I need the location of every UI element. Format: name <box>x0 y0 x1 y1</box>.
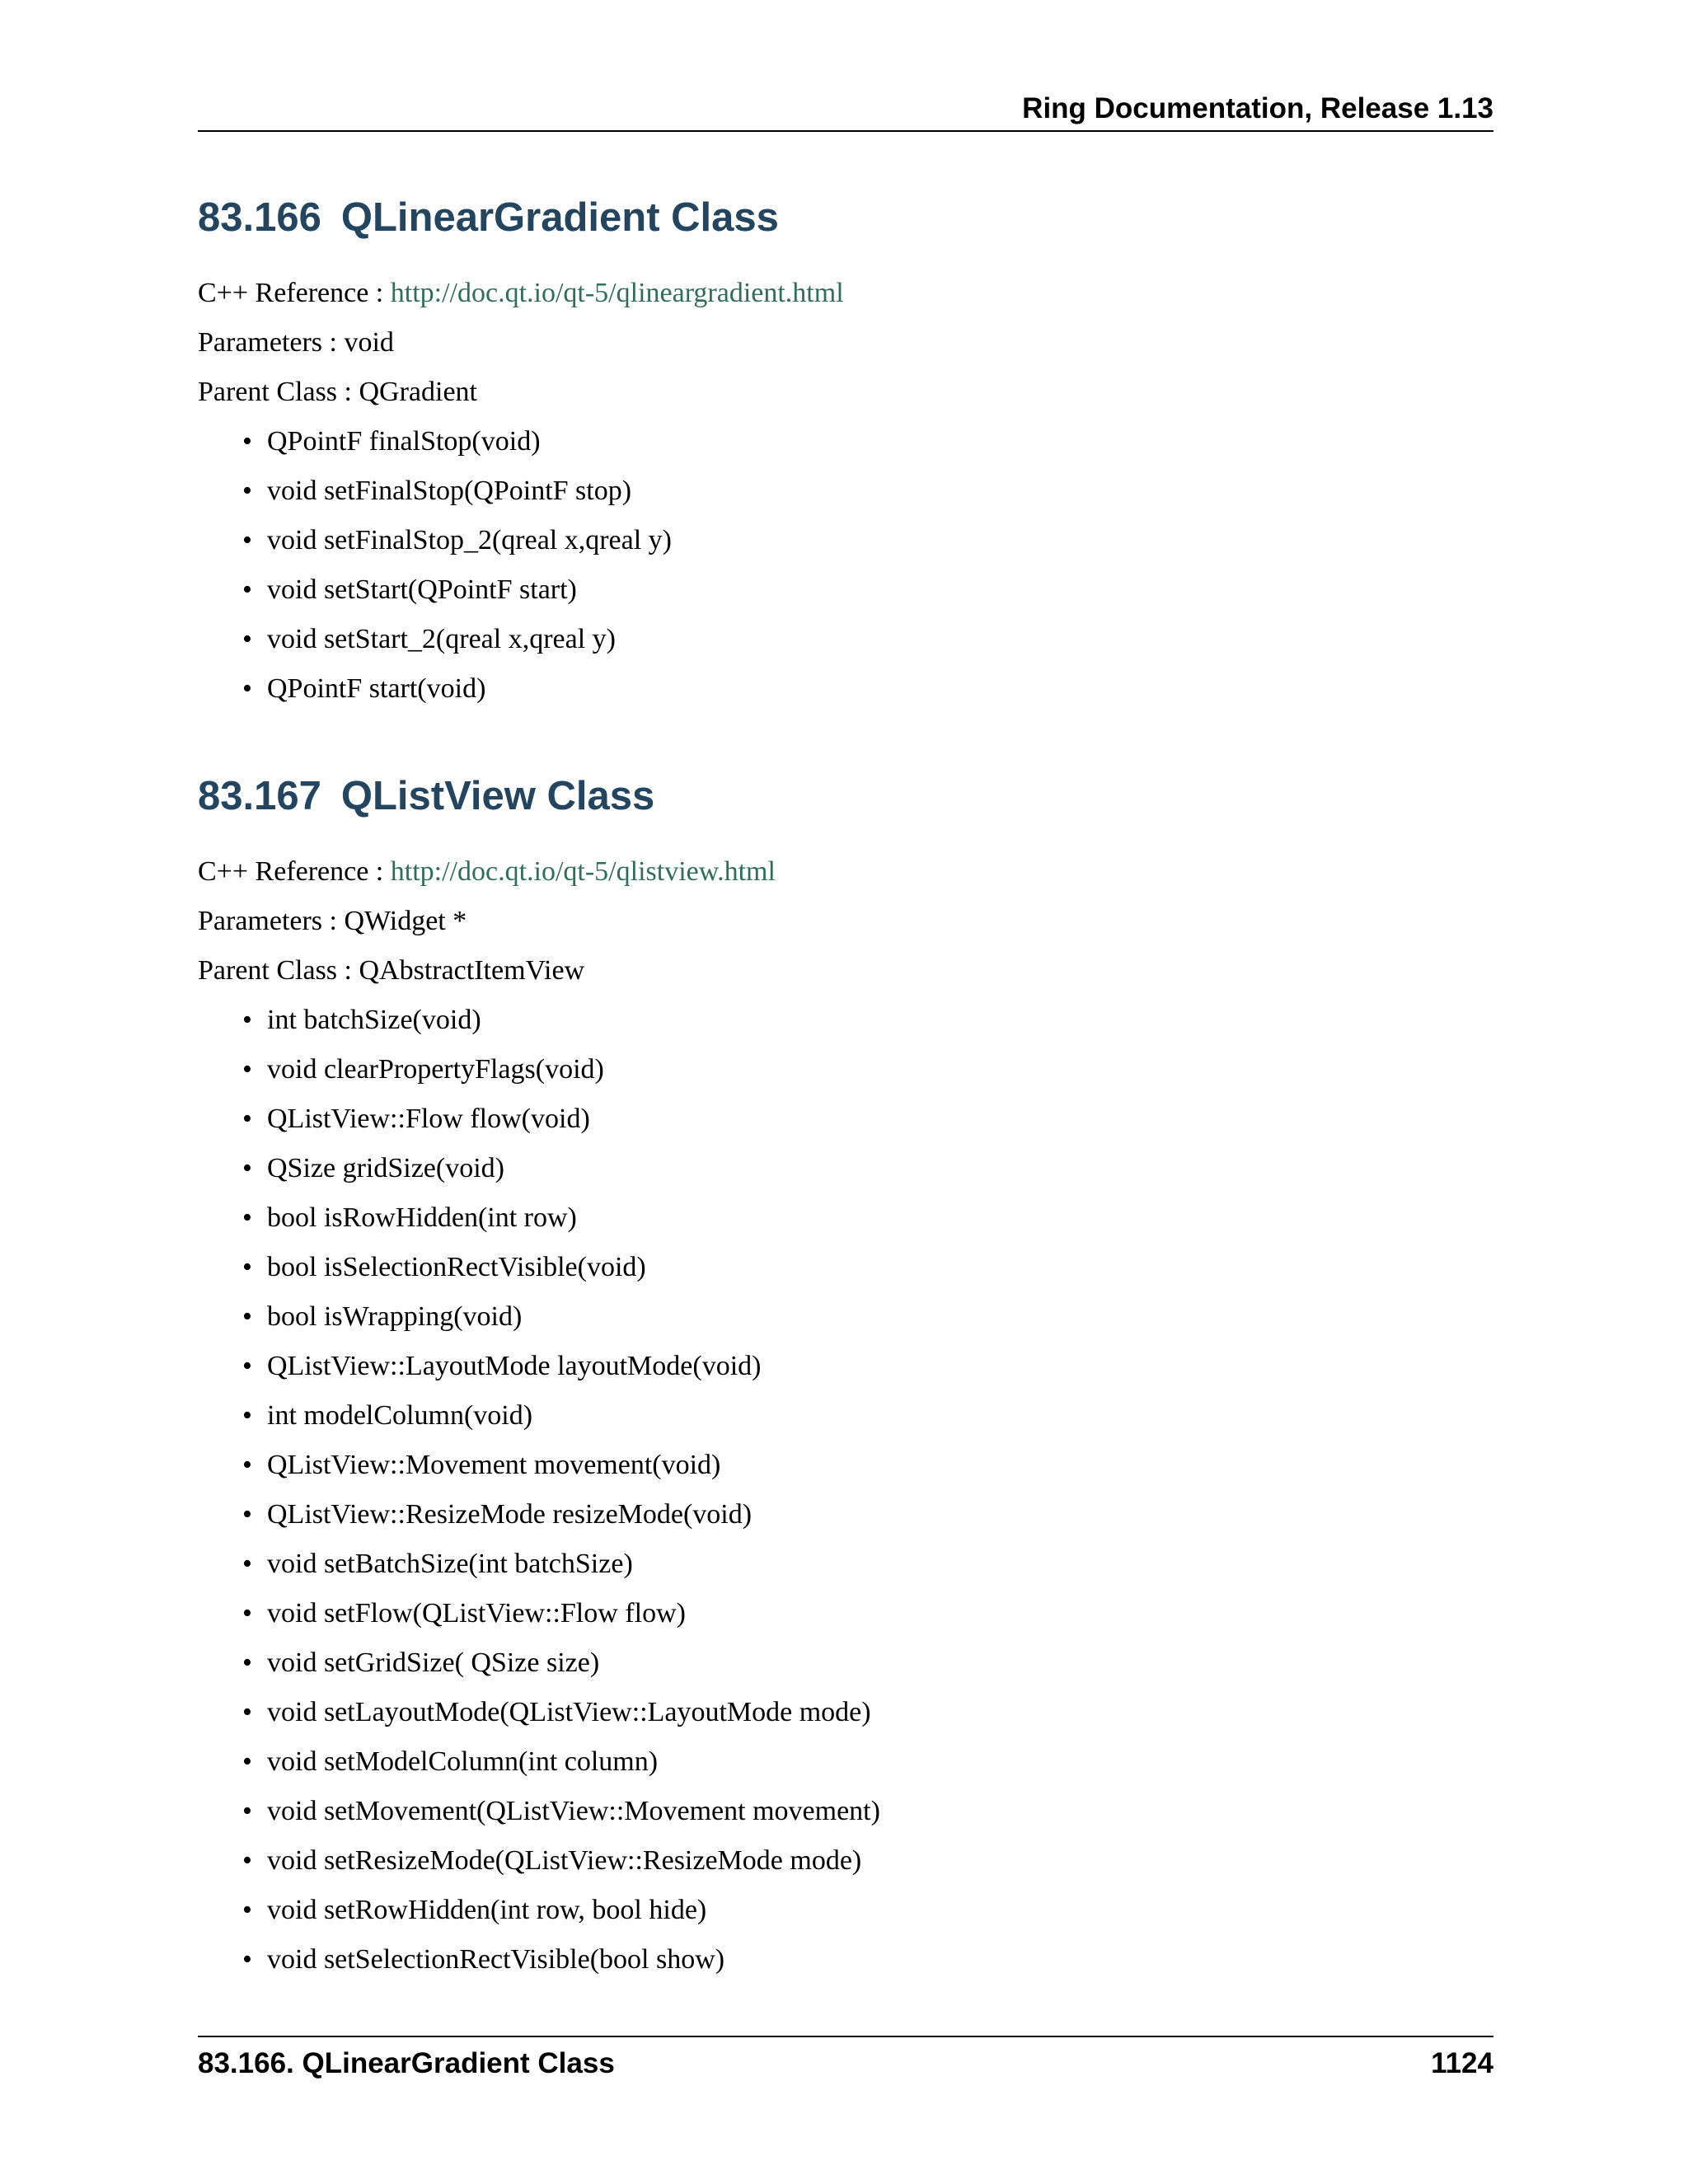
method-signature: void setMovement(QListView::Movement movement) <box>267 1796 880 1826</box>
list-item <box>198 1597 1493 1630</box>
method-signature: int modelColumn(void) <box>267 1400 533 1431</box>
method-signature: void clearPropertyFlags(void) <box>267 1054 604 1085</box>
bullet-icon: • <box>242 1252 252 1282</box>
method-signature: void setBatchSize(int batchSize) <box>267 1549 633 1579</box>
list-item <box>198 1696 1493 1729</box>
bullet-icon: • <box>242 673 252 704</box>
section-number: 83.166 <box>198 195 321 240</box>
bullet-icon: • <box>242 1944 252 1975</box>
list-item <box>198 1894 1493 1927</box>
section-title[interactable] <box>198 194 1493 241</box>
cpp-reference-link[interactable]: http://doc.qt.io/qt-5/qlineargradient.html <box>390 278 844 308</box>
section-qlineargradient <box>198 194 1493 705</box>
section-heading: QLinearGradient Class <box>340 195 779 240</box>
parent-class-line: Parent Class : QGradient <box>198 377 477 407</box>
list-item <box>198 1844 1493 1877</box>
list-item <box>198 524 1493 557</box>
list-item <box>198 1301 1493 1333</box>
parameters-line: Parameters : QWidget * <box>198 906 467 936</box>
list-item <box>198 1103 1493 1136</box>
bullet-icon: • <box>242 1697 252 1727</box>
bullet-icon: • <box>242 525 252 555</box>
list-item <box>198 1004 1493 1037</box>
list-item <box>198 1053 1493 1086</box>
method-signature: bool isWrapping(void) <box>267 1301 523 1332</box>
section-number: 83.167 <box>198 774 321 818</box>
bullet-icon: • <box>242 1796 252 1826</box>
bullet-icon: • <box>242 1202 252 1233</box>
list-item <box>198 673 1493 705</box>
cpp-reference-link[interactable]: http://doc.qt.io/qt-5/qlistview.html <box>390 856 776 887</box>
list-item <box>198 1548 1493 1581</box>
bullet-icon: • <box>242 1301 252 1332</box>
bullet-icon: • <box>242 1647 252 1678</box>
bullet-icon: • <box>242 1351 252 1381</box>
method-signature: QPointF start(void) <box>267 673 486 704</box>
method-signature: void setFlow(QListView::Flow flow) <box>267 1598 686 1629</box>
section-title[interactable] <box>198 773 1493 819</box>
parent-class-line: Parent Class : QAbstractItemView <box>198 955 585 986</box>
bullet-icon: • <box>242 1746 252 1777</box>
bullet-icon: • <box>242 1895 252 1925</box>
method-signature: QListView::Flow flow(void) <box>267 1104 590 1134</box>
method-signature: void setRowHidden(int row, bool hide) <box>267 1895 707 1925</box>
bullet-icon: • <box>242 1054 252 1085</box>
method-signature: void setFinalStop(QPointF stop) <box>267 476 632 506</box>
list-item <box>198 1449 1493 1482</box>
bullet-icon: • <box>242 1400 252 1431</box>
bullet-icon: • <box>242 1549 252 1579</box>
method-list <box>198 1004 1493 1976</box>
method-signature: void setStart(QPointF start) <box>267 574 577 605</box>
parameters-line: Parameters : void <box>198 327 394 358</box>
method-signature: bool isRowHidden(int row) <box>267 1202 577 1233</box>
method-list <box>198 425 1493 705</box>
method-signature: QSize gridSize(void) <box>267 1153 504 1183</box>
cpp-reference-line <box>198 277 1493 310</box>
cpp-reference-label: C++ Reference : <box>198 278 391 308</box>
bullet-icon: • <box>242 1450 252 1480</box>
method-signature: void setLayoutMode(QListView::LayoutMode mode) <box>267 1697 871 1727</box>
page-footer <box>198 2036 1493 2080</box>
list-item <box>198 1350 1493 1383</box>
list-item <box>198 1647 1493 1680</box>
bullet-icon: • <box>242 1499 252 1530</box>
cpp-reference-line <box>198 855 1493 888</box>
list-item <box>198 475 1493 508</box>
list-item <box>198 1202 1493 1235</box>
method-signature: QPointF finalStop(void) <box>267 426 541 457</box>
method-signature: QListView::LayoutMode layoutMode(void) <box>267 1351 762 1381</box>
method-signature: void setSelectionRectVisible(bool show) <box>267 1944 725 1975</box>
bullet-icon: • <box>242 574 252 605</box>
method-signature: QListView::ResizeMode resizeMode(void) <box>267 1499 753 1530</box>
bullet-icon: • <box>242 1153 252 1183</box>
method-signature: QListView::Movement movement(void) <box>267 1450 721 1480</box>
bullet-icon: • <box>242 624 252 654</box>
list-item <box>198 425 1493 458</box>
section-heading: QListView Class <box>340 774 655 818</box>
list-item <box>198 1795 1493 1828</box>
list-item <box>198 1399 1493 1432</box>
list-item <box>198 623 1493 656</box>
page-header <box>198 92 1493 132</box>
method-signature: void setStart_2(qreal x,qreal y) <box>267 624 616 654</box>
list-item <box>198 1152 1493 1185</box>
header-title: Ring Documentation, Release 1.13 <box>1022 92 1493 124</box>
bullet-icon: • <box>242 1845 252 1876</box>
method-signature: void setFinalStop_2(qreal x,qreal y) <box>267 525 673 555</box>
bullet-icon: • <box>242 1005 252 1035</box>
bullet-icon: • <box>242 1104 252 1134</box>
method-signature: bool isSelectionRectVisible(void) <box>267 1252 646 1282</box>
method-signature: void setModelColumn(int column) <box>267 1746 659 1777</box>
bullet-icon: • <box>242 476 252 506</box>
method-signature: void setResizeMode(QListView::ResizeMode mode) <box>267 1845 862 1876</box>
method-signature: int batchSize(void) <box>267 1005 481 1035</box>
list-item <box>198 1746 1493 1779</box>
cpp-reference-label: C++ Reference : <box>198 856 391 887</box>
list-item <box>198 574 1493 607</box>
bullet-icon: • <box>242 426 252 457</box>
footer-section-label: 83.166. QLinearGradient Class <box>198 2047 615 2079</box>
list-item <box>198 1251 1493 1284</box>
footer-page-number: 1124 <box>1431 2047 1493 2079</box>
list-item <box>198 1943 1493 1976</box>
section-qlistview <box>198 773 1493 1976</box>
list-item <box>198 1498 1493 1531</box>
bullet-icon: • <box>242 1598 252 1629</box>
method-signature: void setGridSize( QSize size) <box>267 1647 600 1678</box>
